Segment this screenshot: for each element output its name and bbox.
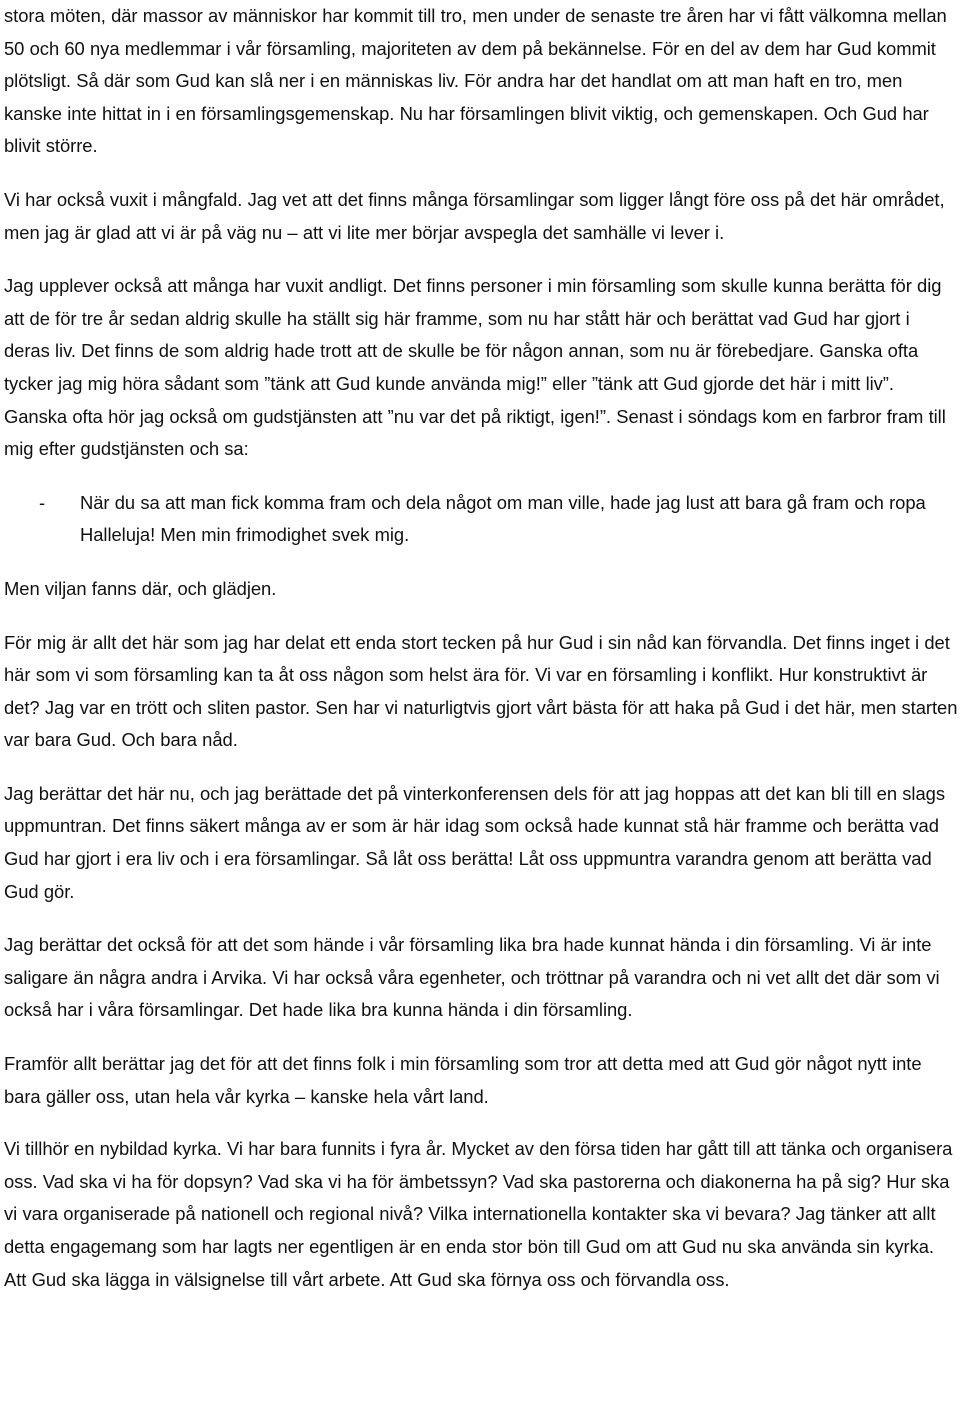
paragraph: Framför allt berättar jag det för att det finns folk i min församling som tror att detta med att Gud gör något nytt inte bara gäller oss, utan hela vår kyrka – kanske hela vårt land. [4, 1053, 922, 1107]
paragraph: Vi tillhör en nybildad kyrka. Vi har bara funnits i fyra år. Mycket av den försa tiden har gått till att tänka och organisera oss. Vad ska vi ha för dopsyn? Vad ska vi ha för ämbetssyn? Vad ska pastorerna och diakonerna ha på sig? Hur ska vi vara organiserade på nationell och regional nivå? Vilka internationella kontakter ska vi bevara? Jag tänker att allt detta engagemang som har lagts ner egentligen är en enda stor bön till Gud om att Gud nu ska använda sin kyrka. Att Gud ska lägga in välsignelse till vårt arbete. Att Gud ska förnya oss och förvandla oss. [4, 1138, 953, 1290]
paragraph: Jag berättar det här nu, och jag berättade det på vinterkonferensen dels för att jag hoppas att det kan bli till en slags uppmuntran. Det finns säkert många av er som är här idag som också hade kunnat stå här framme och berätta vad Gud har gjort i era liv och i era församlingar. Så låt oss berätta! Låt oss uppmuntra varandra genom att berätta vad Gud gör. [4, 782, 945, 902]
paragraph: För mig är allt det här som jag har delat ett enda stort tecken på hur Gud i sin nåd kan förvandla. Det finns inget i det här som vi som församling kan ta åt oss någon som helst ära för. Vi var en församling i konflikt. Hur konstruktivt är det? Jag var en trött och sliten pastor. Sen har vi naturligtvis gjort vårt bästa för att haka på Gud i det här, men starten var bara Gud. Och bara nåd. [4, 631, 958, 751]
paragraph: Jag upplever också att många har vuxit andligt. Det finns personer i min församling som skulle kunna berätta för dig att de för tre år sedan aldrig skulle ha ställt sig här framme, som nu har stått här och berättat vad Gud har gjort i deras liv. Det finns de som aldrig hade trott att de skulle be för någon annan, som nu är förebedjare. Ganska ofta tycker jag mig höra sådant som ”tänk att Gud kunde använda mig!” eller ”tänk att Gud gjorde det här i mitt liv”. Ganska ofta hör jag också om gudstjänsten att ”nu var det på riktigt, igen!”. Senast i söndags kom en farbror fram till mig efter gudstjänsten och sa: [4, 275, 946, 460]
list-dash: - [39, 491, 46, 513]
quote-text: När du sa att man fick komma fram och dela något om man ville, hade jag lust att bara gå fram och ropa Halleluja! Men min frimodighet svek mig. [80, 491, 926, 546]
paragraph: Vi har också vuxit i mångfald. Jag vet att det finns många församlingar som ligger långt före oss på det här området, men jag är glad att vi är på väg nu – att vi lite mer börjar avspegla det samhälle vi lever i. [4, 188, 945, 243]
document-page [4, 0, 960, 1296]
paragraph: Men viljan fanns där, och glädjen. [4, 577, 277, 599]
paragraph: Jag berättar det också för att det som hände i vår församling lika bra hade kunnat hända i din församling. Vi är inte saligare än några andra i Arvika. Vi har också våra egenheter, och tröttnar på varandra och ni vet allt det där som vi också har i våra församlingar. Det hade lika bra kunna hända i din församling. [4, 934, 940, 1021]
quote-list-item [4, 487, 960, 552]
paragraph: stora möten, där massor av människor har kommit till tro, men under de senaste tre åren har vi fått välkomna mellan 50 och 60 nya medlemmar i vår församling, majoriteten av dem på bekännelse. För en del av dem har Gud kommit plötsligt. Så där som Gud kan slå ner i en människas liv. För andra har det handlat om att man haft en tro, men kanske inte hittat in i en församlingsgemenskap. Nu har församlingen blivit viktig, och gemenskapen. Och Gud har blivit större. [4, 5, 947, 157]
